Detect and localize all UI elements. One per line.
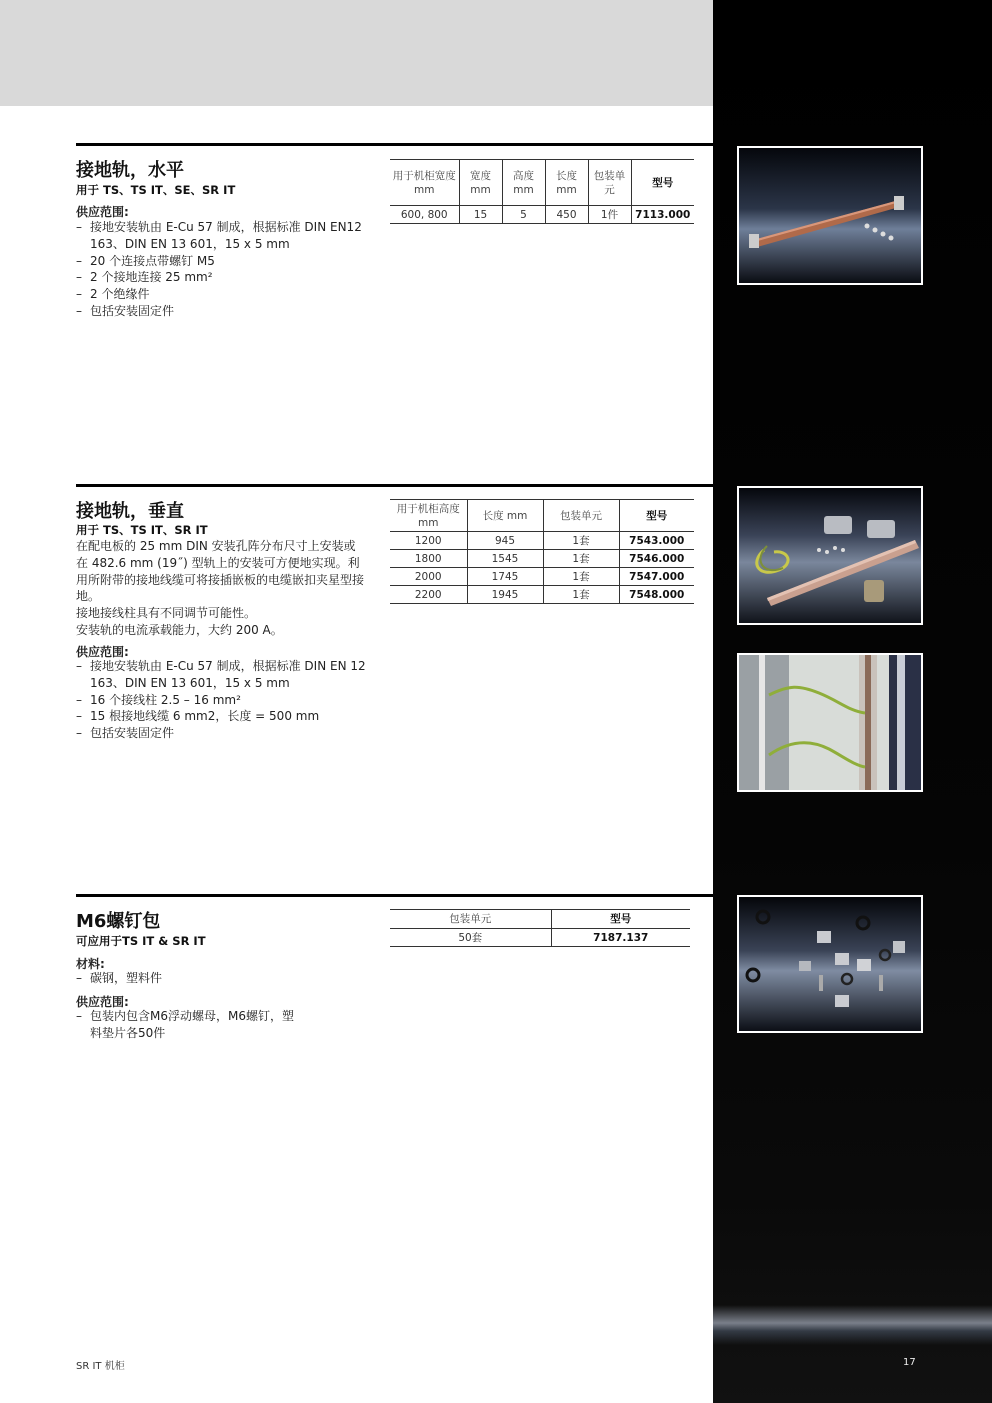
horizontal-rail-photo	[737, 146, 923, 285]
scope-label: 供应范围:	[76, 205, 129, 219]
material-list	[76, 970, 366, 987]
vertical-rail-photo	[737, 486, 923, 625]
scope-list	[76, 658, 366, 742]
table-cell: 1套	[543, 532, 619, 550]
table-header: 包装单元	[588, 160, 631, 206]
side-column-glow	[713, 1305, 992, 1345]
table-cell: 7543.000	[619, 532, 694, 550]
list-item: – 20 个连接点带螺钉 M5	[76, 253, 366, 270]
list-item: – 2 个绝缘件	[76, 286, 366, 303]
section-title: 接地轨，垂直	[76, 501, 184, 522]
table-cell: 1945	[467, 586, 543, 604]
footer-label: SR IT 机柜	[76, 1361, 125, 1372]
table-header: 包装单元	[543, 500, 619, 532]
table-header: 型号	[551, 910, 690, 929]
table-header: 用于机柜宽度 mm	[392, 169, 456, 196]
table-cell: 5	[502, 206, 545, 224]
table-cell: 7113.000	[631, 206, 694, 224]
table-cell: 7546.000	[619, 550, 694, 568]
spec-table	[390, 909, 690, 947]
section-applicability: 用于 TS、TS IT、SR IT	[76, 523, 208, 537]
table-row	[390, 550, 694, 568]
table-cell: 1200	[414, 534, 442, 547]
page-number: 17	[903, 1357, 916, 1368]
section-description	[76, 538, 366, 639]
list-item: – 2 个接地连接 25 mm²	[76, 269, 366, 286]
section-divider	[76, 143, 713, 146]
table-cell: 7548.000	[619, 586, 694, 604]
table-row	[390, 206, 694, 224]
spec-table	[390, 499, 694, 604]
table-cell: 1545	[467, 550, 543, 568]
description-paragraph: 安装轨的电流承载能力，大约 200 A。	[76, 622, 283, 637]
description-paragraph: 接地接线柱具有不同调节可能性。	[76, 606, 257, 621]
material-label: 材料:	[76, 957, 105, 971]
section-applicability: 可应用于TS IT & SR IT	[76, 934, 206, 948]
table-cell: 1套	[543, 586, 619, 604]
table-header: 用于机柜高度 mm	[396, 502, 460, 529]
table-header: 长度 mm	[467, 500, 543, 532]
table-row	[390, 929, 690, 947]
table-cell: 50套	[458, 932, 483, 944]
section-title: 接地轨，水平	[76, 160, 184, 181]
table-header: 包装单元	[449, 913, 492, 925]
section-divider	[76, 894, 713, 897]
scope-label: 供应范围:	[76, 995, 129, 1009]
screw-pack-photo	[737, 895, 923, 1033]
table-header: 宽度 mm	[459, 160, 502, 206]
list-item: – 包括安装固定件	[76, 303, 366, 320]
table-cell: 1套	[543, 568, 619, 586]
scope-list	[76, 219, 366, 320]
section-title: M6螺钉包	[76, 911, 161, 932]
table-header: 长度 mm	[545, 160, 588, 206]
table-cell: 1件	[588, 206, 631, 224]
table-header: 型号	[619, 500, 694, 532]
table-cell: 15	[459, 206, 502, 224]
header-band	[0, 0, 713, 106]
table-cell: 600, 800	[400, 208, 448, 221]
list-item: – 16 个接线柱 2.5 – 16 mm²	[76, 692, 366, 709]
list-item: – 包括安装固定件	[76, 725, 366, 742]
scope-list	[76, 1008, 301, 1042]
list-item: – 接地安装轨由 E-Cu 57 制成，根据标准 DIN EN12 163、DIN EN 13 601，15 x 5 mm	[76, 219, 366, 253]
description-paragraph: 在配电板的 25 mm DIN 安装孔阵分布尺寸上安装或在 482.6 mm (19˝) 型轨上的安装可方便地实现。利用所附带的接地线缆可将接插嵌板的电缆嵌扣夹星型接地。	[76, 539, 365, 604]
section-divider	[76, 484, 713, 487]
section-applicability: 用于 TS、TS IT、SE、SR IT	[76, 183, 236, 197]
table-header: 型号	[631, 160, 694, 206]
table-row	[390, 586, 694, 604]
table-cell: 450	[545, 206, 588, 224]
table-cell: 7187.137	[551, 929, 690, 947]
list-item: – 碳钢，塑料件	[76, 970, 366, 987]
list-item: – 接地安装轨由 E-Cu 57 制成，根据标准 DIN EN 12 163、DIN EN 13 601，15 x 5 mm	[76, 658, 366, 692]
table-cell: 945	[467, 532, 543, 550]
list-item: – 包装内包含M6浮动螺母，M6螺钉，塑料垫片各50件	[76, 1008, 301, 1042]
table-row	[390, 568, 694, 586]
rail-installed-photo	[737, 653, 923, 792]
table-cell: 1745	[467, 568, 543, 586]
scope-label: 供应范围:	[76, 645, 129, 659]
table-cell: 7547.000	[619, 568, 694, 586]
table-row	[390, 532, 694, 550]
spec-table	[390, 159, 694, 224]
table-cell: 2000	[414, 570, 442, 583]
table-cell: 2200	[414, 588, 442, 601]
table-cell: 1800	[414, 552, 442, 565]
list-item: – 15 根接地线缆 6 mm2，长度 = 500 mm	[76, 708, 366, 725]
table-header: 高度 mm	[502, 160, 545, 206]
table-cell: 1套	[543, 550, 619, 568]
